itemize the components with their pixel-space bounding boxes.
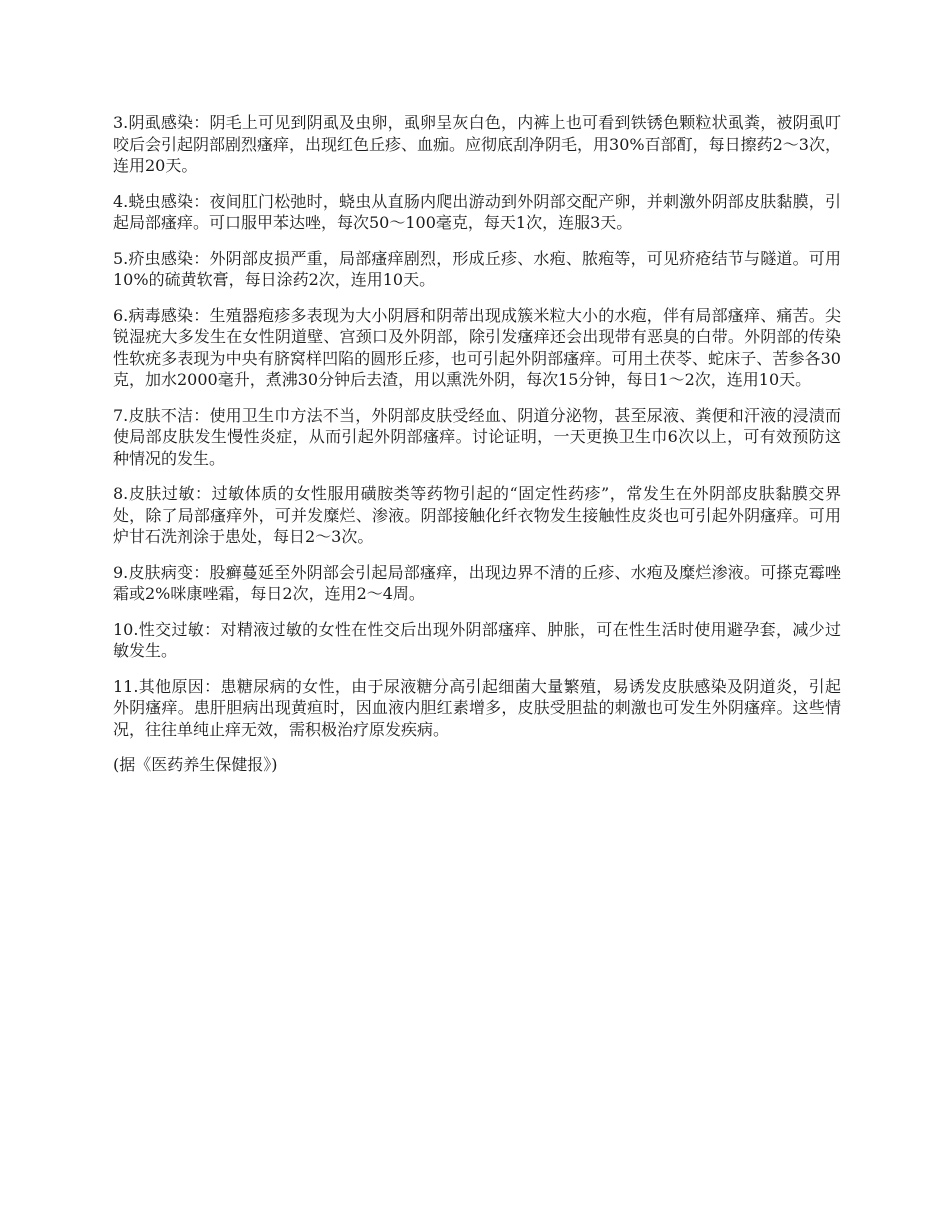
paragraph-pinworm: 4.蛲虫感染：夜间肛门松弛时，蛲虫从直肠内爬出游动到外阴部交配产卵，并刺激外阴部皮肤黏膜，引起局部瘙痒。可口服甲苯达唑，每次50～100毫克，每天1次，连服3天。 — [113, 191, 841, 232]
paragraph-viral-infection: 6.病毒感染：生殖器疱疹多表现为大小阴唇和阴蒂出现成簇米粒大小的水疱，伴有局部瘙痒、痛苦。尖锐湿疣大多发生在女性阴道壁、宫颈口及外阴部，除引发瘙痒还会出现带有恶臭的白带。外阴部的传染性软疣多表现为中央有脐窝样凹陷的圆形丘疹，也可引起外阴部瘙痒。可用土茯苓、蛇床子、苦参各30克，加水2000毫升，煮沸30分钟后去渣，用以熏洗外阴，每次15分钟，每日1～2次，连用10天。 — [113, 305, 841, 389]
article-body — [113, 112, 841, 776]
paragraph-scabies: 5.疥虫感染：外阴部皮损严重，局部瘙痒剧烈，形成丘疹、水疱、脓疱等，可见疥疮结节与隧道。可用10%的硫黄软膏，每日涂药2次，连用10天。 — [113, 248, 841, 289]
paragraph-pubic-lice: 3.阴虱感染：阴毛上可见到阴虱及虫卵，虱卵呈灰白色，内裤上也可看到铁锈色颗粒状虱粪，被阴虱叮咬后会引起阴部剧烈瘙痒，出现红色丘疹、血痂。应彻底刮净阴毛，用30%百部酊，每日擦药2～3次，连用20天。 — [113, 113, 841, 175]
paragraph-skin-lesion: 9.皮肤病变：股癣蔓延至外阴部会引起局部瘙痒，出现边界不清的丘疹、水疱及糜烂渗液。可搽克霉唑霜或2%咪康唑霜，每日2次，连用2～4周。 — [113, 562, 841, 603]
paragraph-skin-allergy: 8.皮肤过敏：过敏体质的女性服用磺胺类等药物引起的“固定性药疹”，常发生在外阴部皮肤黏膜交界处，除了局部瘙痒外，可并发糜烂、渗液。阴部接触化纤衣物发生接触性皮炎也可引起外阴瘙痒。可用炉甘石洗剂涂于患处，每日2～3次。 — [113, 484, 841, 546]
paragraph-intercourse-allergy: 10.性交过敏：对精液过敏的女性在性交后出现外阴部瘙痒、肿胀，可在性生活时使用避孕套，减少过敏发生。 — [113, 619, 841, 660]
source-citation: (据《医药养生保健报》) — [113, 755, 278, 774]
paragraph-poor-hygiene: 7.皮肤不洁：使用卫生巾方法不当，外阴部皮肤受经血、阴道分泌物，甚至尿液、粪便和汗液的浸渍而使局部皮肤发生慢性炎症，从而引起外阴部瘙痒。讨论证明，一天更换卫生巾6次以上，可有效预防这种情况的发生。 — [113, 405, 841, 468]
paragraph-other-causes: 11.其他原因：患糖尿病的女性，由于尿液糖分高引起细菌大量繁殖，易诱发皮肤感染及阴道炎，引起外阴瘙痒。患肝胆病出现黄疸时，因血液内胆红素增多，皮肤受胆盐的刺激也可发生外阴瘙痒。这些情况，往往单纯止痒无效，需积极治疗原发疾病。 — [113, 676, 841, 739]
